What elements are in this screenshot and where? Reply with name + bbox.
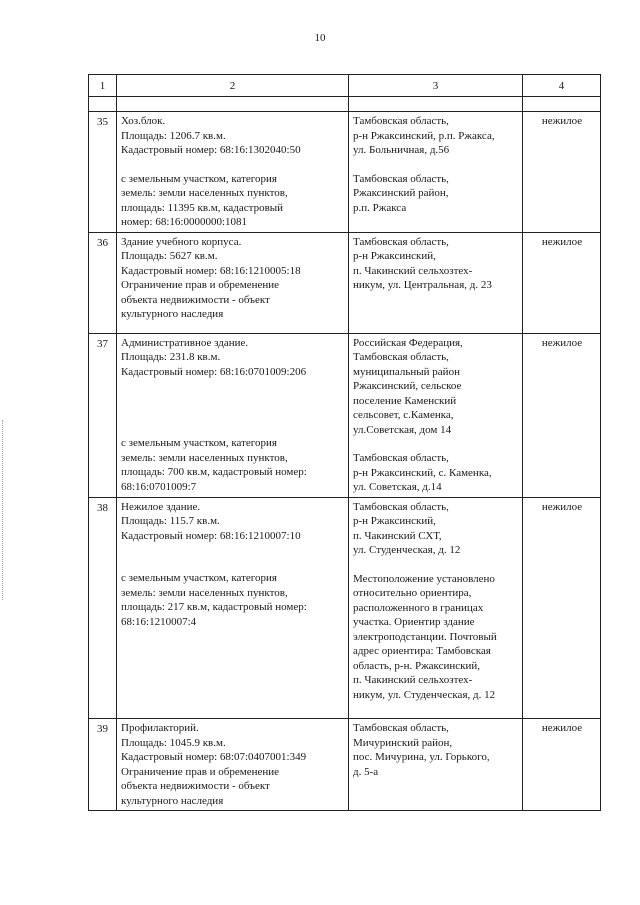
row-number: 39 <box>89 719 117 811</box>
address-main: Тамбовская область, р-н Ржаксинский, р.п. Ржакса, ул. Больничная, д.56 <box>353 115 495 156</box>
object-main: Нежилое здание. Площадь: 115.7 кв.м. Кадастровый номер: 68:16:1210007:10 <box>121 500 301 542</box>
address-main: Тамбовская область, р-н Ржаксинский, п. Чакинский сельхозтех- никум, ул. Центральная, д. 23 <box>353 235 492 291</box>
object-description <box>117 719 349 811</box>
object-description <box>117 497 349 719</box>
land-plot-info: с земельным участком, категория земель: земли населенных пунктов, площадь: 217 кв.м, кадастровый номер: 68:16:1210007:4 <box>121 572 307 628</box>
page-number: 10 <box>314 32 326 44</box>
object-address <box>349 112 523 233</box>
table-row <box>89 232 601 333</box>
header-col-1: 1 <box>89 75 117 97</box>
address-main: Тамбовская область, р-н Ржаксинский, п. Чакинский СХТ, ул. Студенческая, д. 12 <box>353 500 461 556</box>
property-table <box>88 74 601 811</box>
address-land: Тамбовская область, Ржаксинский район, р.п. Ржакса <box>353 172 449 214</box>
object-status: нежилое <box>523 232 601 333</box>
object-address <box>349 497 523 719</box>
table-row <box>89 112 601 233</box>
address-land: Тамбовская область, р-н Ржаксинский, с. Каменка, ул. Советская, д.14 <box>353 452 492 493</box>
object-status: нежилое <box>523 333 601 497</box>
object-main: Здание учебного корпуса. Площадь: 5627 кв.м. Кадастровый номер: 68:16:1210005:18 Ограничение прав и обременение объекта недвижимости - объект культурного наследия <box>121 235 301 320</box>
object-address <box>349 719 523 811</box>
object-description <box>117 333 349 497</box>
object-status: нежилое <box>523 112 601 233</box>
header-col-4: 4 <box>523 75 601 97</box>
address-main: Тамбовская область, Мичуринский район, пос. Мичурина, ул. Горького, д. 5-а <box>353 722 490 778</box>
row-number: 36 <box>89 232 117 333</box>
row-number: 35 <box>89 112 117 233</box>
table-row <box>89 497 601 719</box>
table-row <box>89 333 601 497</box>
land-plot-info: с земельным участком, категория земель: земли населенных пунктов, площадь: 700 кв.м, кадастровый номер: 68:16:0701009:7 <box>121 437 307 493</box>
address-main: Российская Федерация, Тамбовская область, муниципальный район Ржаксинский, сельское поселение Каменский сельсовет, с.Каменка, ул.Советская, дом 14 <box>353 336 463 436</box>
header-col-2: 2 <box>117 75 349 97</box>
object-main: Профилакторий. Площадь: 1045.9 кв.м. Кадастровый номер: 68:07:0407001:349 Ограничение прав и обременение объекта недвижимости - объект культурного наследия <box>121 722 307 807</box>
row-number: 37 <box>89 333 117 497</box>
object-main: Хоз.блок. Площадь: 1206.7 кв.м. Кадастровый номер: 68:16:1302040:50 <box>121 115 301 156</box>
object-description <box>117 112 349 233</box>
row-number: 38 <box>89 497 117 719</box>
land-plot-info: с земельным участком, категория земель: земли населенных пунктов, площадь: 11395 кв.м, кадастровый номер: 68:16:0000000:1081 <box>121 172 288 228</box>
empty-row <box>89 97 601 112</box>
object-main: Административное здание. Площадь: 231.8 кв.м. Кадастровый номер: 68:16:0701009:206 <box>121 336 307 378</box>
header-row <box>89 75 601 97</box>
object-status: нежилое <box>523 719 601 811</box>
address-land: Местоположение установлено относительно ориентира, расположенного в границах участка. Ориентир здание электроподстанции. Почтовый адрес ориентира: Тамбовская область, р-н. Ржаксинский, п. Чакинский сельхозтех- никум, ул. Студенческая, д. 12 <box>353 572 497 701</box>
object-description <box>117 232 349 333</box>
object-address <box>349 232 523 333</box>
table-row <box>89 719 601 811</box>
binding-margin-mark <box>2 420 5 600</box>
header-col-3: 3 <box>349 75 523 97</box>
object-status: нежилое <box>523 497 601 719</box>
object-address <box>349 333 523 497</box>
